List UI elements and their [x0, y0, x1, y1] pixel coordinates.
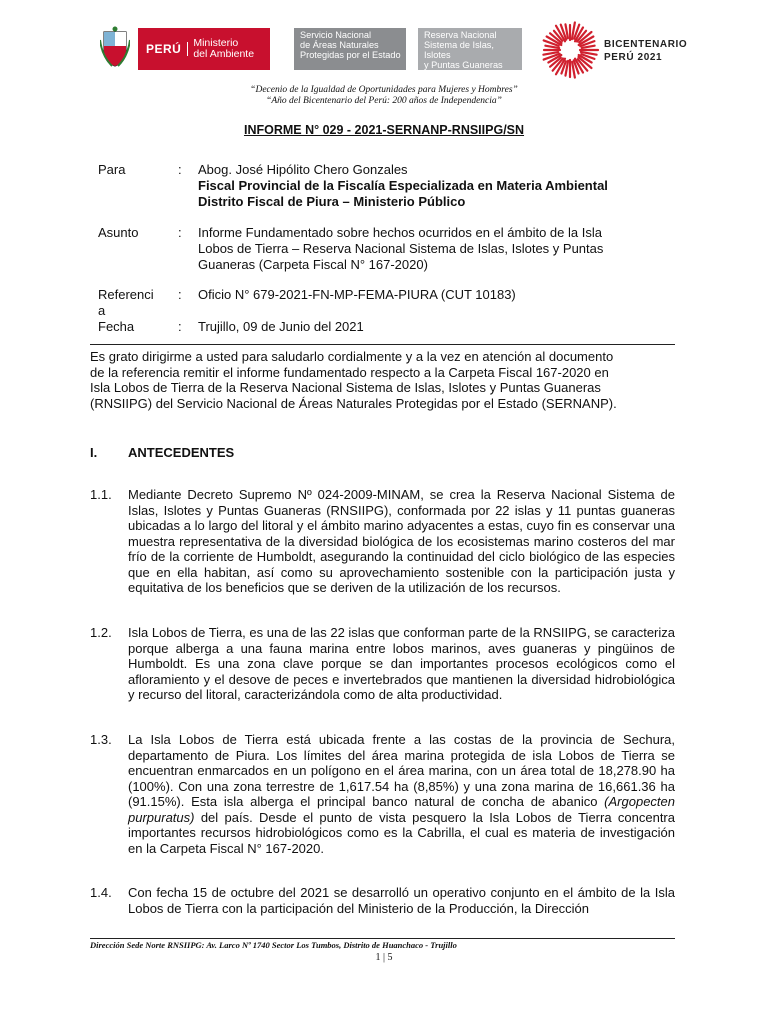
- referencia-label-line2: a: [98, 303, 106, 318]
- document-title: INFORME N° 029 - 2021-SERNANP-RNSIIPG/SN: [243, 123, 525, 137]
- footer-address: Dirección Sede Norte RNSIIPG: Av. Larco Nº 1740 Sector Los Tumbos, Distrito de Huanchaco - Trujillo: [90, 940, 457, 950]
- coat-of-arms-icon: [100, 26, 130, 68]
- footer-separator: [90, 938, 675, 939]
- list-item: [90, 487, 675, 596]
- ministerio-line1: Ministerio: [193, 37, 239, 49]
- ministerio-logo: [138, 28, 270, 70]
- species-name: (Argopecten purpuratus): [128, 794, 675, 825]
- peru-label: PERÚ: [138, 42, 188, 56]
- item-text-part1: La Isla Lobos de Tierra está ubicada frente a las costas de la provincia de Sechura, departamento de Piura. Los límites del área marina protegida de isla Lobos de Tierra se encuentran enmarcados en un polígono en el área marina, con un área total de 18,278.90 ha (100%). Con una zona terrestre de 1,617.54 ha (8,85%) y una zona marina de 16,661.36 ha (91.15%). Esta isla alberga el principal banco natural de concha de abanico: [128, 732, 675, 809]
- item-text: Isla Lobos de Tierra, es una de las 22 islas que conforman parte de la RNSIIPG, se caracteriza porque alberga a una fauna marina entre lobos marinos, aves guaneras y pingüinos de Humboldt. Es una zona clave porque se dan importantes procesos ecológicos como el afloramiento y el desove de peces e invertebrados que mantienen la diversidad hidrobiológica y recurso del litoral, caracterizándola como de alta productividad.: [128, 625, 676, 702]
- bicentenario-line1: BICENTENARIO: [604, 39, 688, 50]
- item-text-part2: del país. Desde el punto de vista pesquero la Isla Lobos de Tierra concentra importantes recursos hidrobiológicos como es la Cabrilla, el cual es materia de investigación en la Carpeta Fiscal N° 167-2020.: [128, 809, 675, 856]
- para-value: [198, 162, 758, 210]
- separator-line: [90, 344, 675, 345]
- item-text: [128, 732, 675, 856]
- item-text: Con fecha 15 de octubre del 2021 se desarrolló un operativo conjunto en el ámbito de la Isla Lobos de Tierra con la participación del Ministerio de la Producción, la Dirección: [128, 885, 675, 916]
- intro-line4: (RNSIIPG) del Servicio Nacional de Áreas Naturales Protegidas por el Estado (SERNANP).: [90, 395, 617, 411]
- sernanp-line1: Servicio Nacional: [300, 30, 371, 40]
- intro-line1: Es grato dirigirme a usted para saludarlo cordialmente y a la vez en atención al documento: [90, 349, 614, 364]
- ministerio-label: [188, 38, 254, 60]
- sernanp-line3: Protegidas por el Estado: [300, 50, 401, 60]
- para-role2: Distrito Fiscal de Piura – Ministerio Público: [198, 194, 466, 209]
- para-label: Para: [98, 162, 126, 177]
- bicentenario-emblem-icon: [538, 18, 602, 82]
- asunto-colon: :: [178, 225, 182, 240]
- fecha-value: Trujillo, 09 de Junio del 2021: [198, 319, 364, 334]
- intro-line2: de la referencia remitir el informe fundamentado respecto a la Carpeta Fiscal 167-2020 en: [90, 364, 609, 380]
- item-number: 1.4.: [90, 885, 112, 900]
- decenio-lines: [0, 85, 768, 107]
- referencia-label-line1: Referenci: [98, 287, 154, 302]
- item-number: 1.2.: [90, 625, 112, 640]
- intro-paragraph: [90, 349, 675, 411]
- referencia-value: Oficio N° 679-2021-FN-MP-FEMA-PIURA (CUT 10183): [198, 287, 516, 302]
- asunto-line2: Lobos de Tierra – Reserva Nacional Sistema de Islas, Islotes y Puntas: [198, 241, 604, 256]
- reserva-line2: Sistema de Islas, Islotes: [424, 40, 494, 60]
- letterhead: [98, 18, 708, 82]
- decenio-line2: “Año del Bicentenario del Perú: 200 años de Independencia”: [266, 96, 502, 106]
- reserva-line3: y Puntas Guaneras: [424, 60, 503, 70]
- para-colon: :: [178, 162, 182, 177]
- reserva-line1: Reserva Nacional: [424, 30, 497, 40]
- fecha-label: Fecha: [98, 319, 135, 334]
- ministerio-line2: del Ambiente: [193, 48, 255, 60]
- sernanp-line2: de Áreas Naturales: [300, 40, 379, 50]
- list-item: [90, 732, 675, 856]
- asunto-line3: Guaneras (Carpeta Fiscal N° 167-2020): [198, 257, 428, 272]
- bicentenario-line2: PERÚ 2021: [604, 52, 663, 63]
- list-item: [90, 625, 675, 703]
- decenio-line1: “Decenio de la Igualdad de Oportunidades para Mujeres y Hombres”: [250, 85, 518, 95]
- asunto-label: Asunto: [98, 225, 139, 240]
- item-number: 1.1.: [90, 487, 112, 502]
- referencia-colon: :: [178, 287, 182, 302]
- section-number: I.: [90, 445, 98, 460]
- fecha-colon: :: [178, 319, 182, 334]
- item-number: 1.3.: [90, 732, 112, 747]
- sernanp-logo: [294, 28, 406, 70]
- para-name: Abog. José Hipólito Chero Gonzales: [198, 162, 408, 177]
- section-title: ANTECEDENTES: [128, 445, 235, 460]
- reserva-logo: [418, 28, 522, 70]
- list-item: [90, 885, 675, 916]
- page-number: 1 | 5: [375, 952, 393, 963]
- intro-line3: Isla Lobos de Tierra de la Reserva Nacional Sistema de Islas, Islotes y Puntas Guaneras: [90, 380, 601, 395]
- item-text: Mediante Decreto Supremo Nº 024-2009-MINAM, se crea la Reserva Nacional Sistema de Islas, Islotes y Puntas Guaneras (RNSIIPG), conformada por 22 islas y 11 puntas guaneras ubicadas a lo largo del litoral y el ámbito marino adyacentes a estas, cuyo fin es conservar una muestra representativa de la diversidad biológica de los ecosistemas marino costeros del mar frío de la corriente de Humboldt, asegurando la continuidad del ciclo biológico de las especies que en ella habitan, así como su aprovechamiento sostenible con la participación justa y equitativa de los beneficios que se deriven de la utilización de los recursos.: [128, 487, 675, 595]
- para-role1: Fiscal Provincial de la Fiscalía Especializada en Materia Ambiental: [198, 178, 608, 193]
- asunto-value: [198, 225, 758, 273]
- referencia-label: [98, 287, 168, 319]
- bicentenario-label: [604, 38, 687, 64]
- asunto-line1: Informe Fundamentado sobre hechos ocurridos en el ámbito de la Isla: [198, 225, 602, 240]
